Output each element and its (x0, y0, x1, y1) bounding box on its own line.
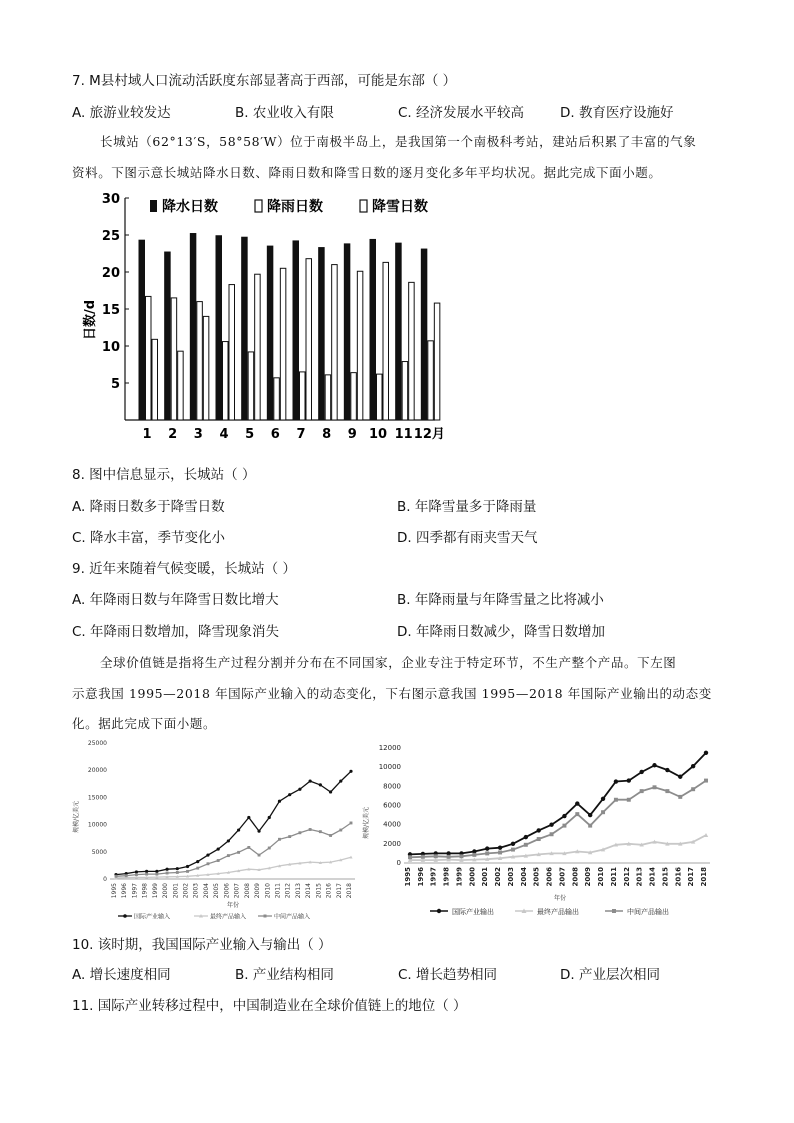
chart3-point (678, 795, 682, 799)
chart2-point (339, 829, 342, 832)
q9-stem: 9. 近年来随着气候变暖，长城站（ ） (72, 561, 296, 577)
chart3-xtick-label: 2009 (584, 867, 593, 887)
chart2-point (145, 870, 148, 873)
chart3-point (498, 845, 502, 849)
q10-option-c[interactable]: C. 增长趋势相同 (398, 967, 498, 983)
chart2-xtick-label: 2012 (284, 883, 292, 899)
chart1-bar-rain (428, 341, 434, 420)
q7-option-a[interactable]: A. 旅游业较发达 (72, 105, 171, 121)
chart2-ytick-label: 15000 (87, 794, 107, 802)
chart1-bar-rain (146, 296, 152, 420)
chart1-xtick-label: 12月 (413, 427, 445, 442)
chart2-xtick-label: 2007 (233, 883, 241, 899)
q7-option-c[interactable]: C. 经济发展水平较高 (398, 105, 525, 121)
chart3-legend-2: 最终产品输出 (537, 908, 579, 916)
chart2-ytick-label: 25000 (87, 740, 107, 747)
chart1-bar-rain (274, 378, 280, 420)
chart3-ytick-label: 8000 (383, 782, 401, 791)
chart1-xtick-label: 10 (368, 427, 388, 442)
chart3-xtick-label: 1995 (404, 867, 412, 887)
chart2-ytick-label: 0 (103, 876, 107, 883)
chart3-point (459, 854, 463, 858)
chart2-series-line-1 (116, 771, 351, 874)
chart2-xtick-label: 2009 (254, 883, 262, 899)
chart3-xtick-label: 1996 (416, 867, 425, 887)
chart3-ytick-label: 6000 (383, 801, 401, 810)
chart3-point (601, 797, 605, 801)
chart2-point (165, 868, 168, 871)
chart2-point (288, 835, 291, 838)
chart1-bar-snow (306, 259, 312, 420)
q7-stem: 7. M县村域人口流动活跃度东部显著高于西部，可能是东部（ ） (72, 73, 457, 89)
chart3-ytick-label: 4000 (383, 820, 401, 829)
chart1-bar-precip (319, 248, 325, 420)
chart2-point (329, 834, 332, 837)
chart1-ytick-label: 5 (110, 377, 120, 392)
chart2-xtick-label: 1999 (151, 883, 159, 899)
chart2-point (155, 873, 158, 876)
chart2-point (135, 870, 138, 873)
q7-option-b[interactable]: B. 农业收入有限 (235, 105, 334, 121)
chart1-bar-snow (178, 351, 184, 420)
q8-stem: 8. 图中信息显示，长城站（ ） (72, 467, 256, 483)
chart3-point (640, 789, 644, 793)
chart2-ytick-label: 10000 (87, 821, 107, 829)
chart3-point (665, 768, 669, 772)
chart2-xtick-label: 2008 (243, 883, 251, 899)
chart3-point (704, 751, 708, 755)
passage1-line2: 资料。下图示意长城站降水日数、降雨日数和降雪日数的逐月变化多年平均状况。据此完成下面小题。 (72, 165, 662, 180)
chart1-bar-precip (267, 246, 273, 420)
chart2-xtick-label: 2016 (325, 883, 333, 899)
q8-option-b[interactable]: B. 年降雪量多于降雨量 (397, 499, 537, 515)
chart1-bar-rain (402, 362, 408, 420)
chart2-xtick-label: 1996 (121, 883, 129, 899)
chart2-point (309, 828, 312, 831)
chart3-point (678, 775, 682, 779)
chart3-series-line-3 (410, 781, 706, 858)
chart3-ytick-label: 10000 (378, 763, 401, 772)
chart3-point (447, 855, 451, 859)
chart2-point (268, 847, 271, 850)
chart1-ytick-label: 10 (101, 340, 120, 355)
chart1-bar-rain (325, 375, 331, 420)
legend-rain: 降雨日数 (267, 199, 323, 215)
chart3-xtick-label: 2001 (481, 867, 490, 887)
chart1-xtick-label: 11 (394, 427, 413, 442)
chart2-xtick-label: 2006 (223, 883, 231, 899)
chart1-bar-snow (255, 274, 261, 420)
chart1-bar-precip (190, 234, 196, 420)
chart1-bar-precip (139, 240, 145, 420)
chart1-xtick-label: 1 (142, 427, 152, 442)
chart2-point (196, 867, 199, 870)
chart1-bar-precip (165, 252, 171, 420)
q8-option-c[interactable]: C. 降水丰富，季节变化小 (72, 530, 226, 546)
chart2-point (186, 870, 189, 873)
chart2-point (309, 779, 312, 782)
chart1-bar-precip (370, 239, 376, 420)
chart2-xtick-label: 2002 (182, 883, 190, 899)
legend-snow: 降雪日数 (372, 199, 428, 215)
chart1-bar-snow (152, 339, 158, 420)
chart2-xtick-label: 2014 (305, 883, 313, 899)
q10-stem: 10. 该时期，我国国际产业输入与输出（ ） (72, 937, 332, 953)
chart3-point (653, 785, 657, 789)
chart2-point (227, 839, 230, 842)
q9-option-d[interactable]: D. 年降雨日数减少，降雪日数增加 (397, 624, 605, 640)
chart1-bar-snow (434, 303, 440, 420)
chart3-xtick-label: 1997 (429, 867, 438, 887)
q7-option-d[interactable]: D. 教育医疗设施好 (560, 105, 674, 121)
chart3-xtick-label: 2007 (558, 867, 567, 887)
chart3-legend-3: 中间产品输出 (627, 908, 669, 916)
q9-option-b[interactable]: B. 年降雨量与年降雪量之比将减小 (397, 592, 604, 608)
chart2-point (247, 816, 250, 819)
chart2-point (350, 822, 353, 825)
chart2-point (176, 871, 179, 874)
passage2-line2: 示意我国 1995—2018 年国际产业输入的动态变化，下右图示意我国 1995—2018 年国际产业输出的动态变 (72, 686, 712, 701)
q8-option-a[interactable]: A. 降雨日数多于降雪日数 (72, 499, 225, 515)
chart1-xtick-label: 3 (193, 427, 203, 442)
chart3-point (691, 787, 695, 791)
q10-option-b[interactable]: B. 产业结构相同 (235, 967, 334, 983)
q8-option-d[interactable]: D. 四季都有雨夹雪天气 (397, 530, 538, 546)
chart2-xtick-label: 2005 (213, 883, 221, 899)
chart2-point (319, 783, 322, 786)
chart3-xtick-label: 2014 (648, 867, 657, 887)
chart3-xtick-label: 2002 (494, 867, 503, 887)
chart1-ytick-label: 30 (101, 192, 120, 207)
chart2-xtick-label: 1995 (111, 883, 118, 899)
chart2-point (207, 862, 210, 865)
chart2-legend-1: 国际产业输入 (134, 913, 171, 921)
chart1-bar-snow (280, 268, 286, 420)
chart2-point (135, 873, 138, 876)
chart2-point (145, 873, 148, 876)
chart3-xtick-label: 2003 (506, 867, 515, 887)
chart2-point (257, 830, 260, 833)
chart2-xlabel: 年份 (226, 902, 240, 909)
chart2-point (155, 870, 158, 873)
chart3-point (562, 824, 566, 828)
chart3-xtick-label: 2000 (468, 867, 477, 887)
chart3-xtick-label: 2005 (532, 867, 541, 887)
chart2-legend-3: 中间产品输入 (274, 913, 311, 921)
chart3-point (665, 789, 669, 793)
chart3-ytick-label: 2000 (383, 839, 401, 848)
precip-days-chart (70, 190, 450, 445)
chart2-series-line-2 (116, 857, 351, 878)
chart2-point (196, 860, 199, 863)
q9-option-a[interactable]: A. 年降雨日数与年降雪日数比增大 (72, 592, 279, 608)
chart2-legend-2: 最终产品输入 (210, 913, 247, 921)
chart2-point (186, 865, 189, 868)
passage2-line3: 化。据此完成下面小题。 (72, 716, 217, 731)
chart1-bar-precip (216, 236, 222, 420)
chart3-point (511, 848, 515, 852)
chart1-bar-rain (223, 342, 229, 420)
chart2-point (247, 846, 250, 849)
chart3-point (575, 801, 579, 805)
chart2-xtick-label: 2000 (162, 883, 170, 899)
chart1-ytick-label: 25 (101, 229, 120, 244)
chart2-xtick-label: 1997 (131, 883, 139, 899)
chart1-bar-snow (203, 316, 209, 420)
chart3-point (627, 798, 631, 802)
chart1-bar-rain (171, 298, 177, 420)
chart3-xtick-label: 1998 (442, 867, 451, 887)
q9-option-c[interactable]: C. 年降雨日数增加，降雪现象消失 (72, 624, 280, 640)
chart2-point (298, 831, 301, 834)
chart3-xtick-label: 2015 (661, 867, 670, 887)
chart2-series-line-3 (116, 823, 351, 876)
chart3-xtick-label: 1999 (455, 867, 464, 887)
chart2-xtick-label: 2001 (172, 883, 180, 899)
chart3-xtick-label: 2016 (674, 867, 683, 887)
chart3-series-line-1 (410, 753, 706, 855)
chart2-point (278, 800, 281, 803)
chart3-point (601, 810, 605, 814)
passage2-line1: 全球价值链是指将生产过程分割并分布在不同国家，企业专注于特定环节，不生产整个产品。下左图 (100, 655, 677, 670)
chart2-ytick-label: 5000 (91, 848, 107, 856)
chart3-point (485, 846, 489, 850)
chart1-bar-precip (242, 237, 248, 420)
chart2-legend (118, 913, 310, 921)
chart1-xtick-label: 6 (270, 427, 280, 442)
chart1-bar-precip (396, 243, 402, 420)
chart2-xtick-label: 2018 (346, 883, 353, 899)
chart3-point (639, 770, 643, 774)
chart1-bar-rain (300, 372, 306, 420)
chart3-point (691, 764, 695, 768)
legend-precip: 降水日数 (162, 199, 218, 215)
chart3-point (627, 778, 631, 782)
chart2-point (258, 854, 261, 857)
chart3-point (614, 798, 618, 802)
chart3-xlabel: 年份 (553, 895, 567, 902)
q11-stem: 11. 国际产业转移过程中，中国制造业在全球价值链上的地位（ ） (72, 998, 467, 1014)
chart1-bar-rain (197, 302, 203, 420)
chart2-point (298, 788, 301, 791)
chart3-xtick-label: 2008 (571, 867, 580, 887)
chart1-bar-rain (351, 373, 357, 420)
chart3-point (421, 855, 425, 859)
chart1-bar-snow (357, 271, 363, 420)
chart1-xtick-label: 2 (168, 427, 178, 442)
chart3-point (498, 850, 502, 854)
q10-option-d[interactable]: D. 产业层次相同 (560, 967, 660, 983)
industry-output-chart (360, 738, 720, 920)
chart2-point (349, 770, 352, 773)
chart1-bar-snow (383, 262, 389, 420)
chart2-point (115, 875, 118, 878)
chart3-legend-1: 国际产业输出 (452, 908, 494, 916)
chart3-point (434, 854, 438, 858)
chart1-bar-snow (409, 282, 415, 420)
chart3-point (524, 835, 528, 839)
chart1-bar-precip (293, 241, 299, 420)
chart2-xtick-label: 2013 (294, 883, 302, 899)
chart2-xtick-label: 2010 (264, 883, 272, 899)
chart2-point (125, 874, 128, 877)
chart1-bar-rain (377, 374, 383, 420)
chart3-point (472, 853, 476, 857)
q10-option-a[interactable]: A. 增长速度相同 (72, 967, 171, 983)
chart3-point (614, 779, 618, 783)
chart2-point (329, 790, 332, 793)
chart2-point (288, 793, 291, 796)
chart3-point (588, 824, 592, 828)
chart3-point (485, 851, 489, 855)
chart3-point (575, 812, 579, 816)
industry-input-chart (70, 735, 360, 925)
chart1-xtick-label: 7 (296, 427, 306, 442)
chart1-xtick-label: 4 (219, 427, 229, 442)
chart3-point (652, 763, 656, 767)
chart2-point (237, 828, 240, 831)
chart3-legend (430, 907, 669, 916)
chart3-xtick-label: 2018 (700, 867, 708, 887)
chart2-point (268, 816, 271, 819)
chart3-point (550, 832, 554, 836)
chart3-point (524, 843, 528, 847)
chart3-point (562, 814, 566, 818)
chart3-ytick-label: 0 (396, 859, 401, 867)
passage1-line1: 长城站（62°13′S，58°58′W）位于南极半岛上，是我国第一个南极科考站，建站后积累了丰富的气象 (100, 134, 697, 149)
chart2-point (319, 830, 322, 833)
chart2-point (217, 859, 220, 862)
chart1-bar-snow (229, 285, 235, 420)
chart3-point (588, 813, 592, 817)
chart2-point (166, 872, 169, 875)
chart2-point (227, 854, 230, 857)
chart3-xtick-label: 2006 (545, 867, 554, 887)
chart2-point (278, 838, 281, 841)
chart3-point (511, 842, 515, 846)
chart1-bar-snow (332, 265, 338, 420)
chart3-xtick-label: 2012 (622, 867, 631, 887)
chart1-ylabel: 日数/d (83, 299, 98, 341)
chart1-bar-precip (344, 244, 350, 420)
chart2-ytick-label: 20000 (87, 767, 107, 775)
chart3-xtick-label: 2010 (597, 867, 606, 887)
chart2-xtick-label: 2017 (335, 883, 343, 899)
chart3-ylabel: 规模/亿美元 (363, 806, 370, 840)
chart3-xtick-label: 2013 (635, 867, 644, 887)
chart2-xtick-label: 2015 (315, 883, 323, 899)
chart1-bar-precip (421, 249, 427, 420)
chart1-xtick-label: 8 (322, 427, 332, 442)
chart3-xtick-label: 2017 (687, 867, 696, 887)
chart2-xtick-label: 1998 (141, 883, 149, 899)
chart1-ytick-label: 20 (101, 266, 120, 281)
chart3-point (549, 822, 553, 826)
chart2-xtick-label: 2004 (202, 883, 210, 899)
chart1-bar-rain (248, 352, 254, 420)
chart2-xtick-label: 2003 (192, 883, 200, 899)
chart3-xtick-label: 2004 (519, 867, 528, 887)
chart2-point (176, 867, 179, 870)
chart2-point (237, 851, 240, 854)
chart3-point (537, 837, 541, 841)
chart3-ytick-label: 12000 (378, 744, 401, 752)
chart2-point (339, 779, 342, 782)
chart2-point (217, 847, 220, 850)
chart1-ytick-label: 15 (101, 303, 120, 318)
chart2-xtick-label: 2011 (274, 883, 282, 899)
chart3-point (408, 855, 412, 859)
chart1-xtick-label: 5 (245, 427, 255, 442)
chart3-point (704, 779, 708, 783)
chart2-ylabel: 规模/亿美元 (73, 800, 80, 834)
chart3-xtick-label: 2011 (609, 867, 618, 887)
chart1-xtick-label: 9 (347, 427, 357, 442)
chart2-point (206, 853, 209, 856)
chart3-point (536, 828, 540, 832)
